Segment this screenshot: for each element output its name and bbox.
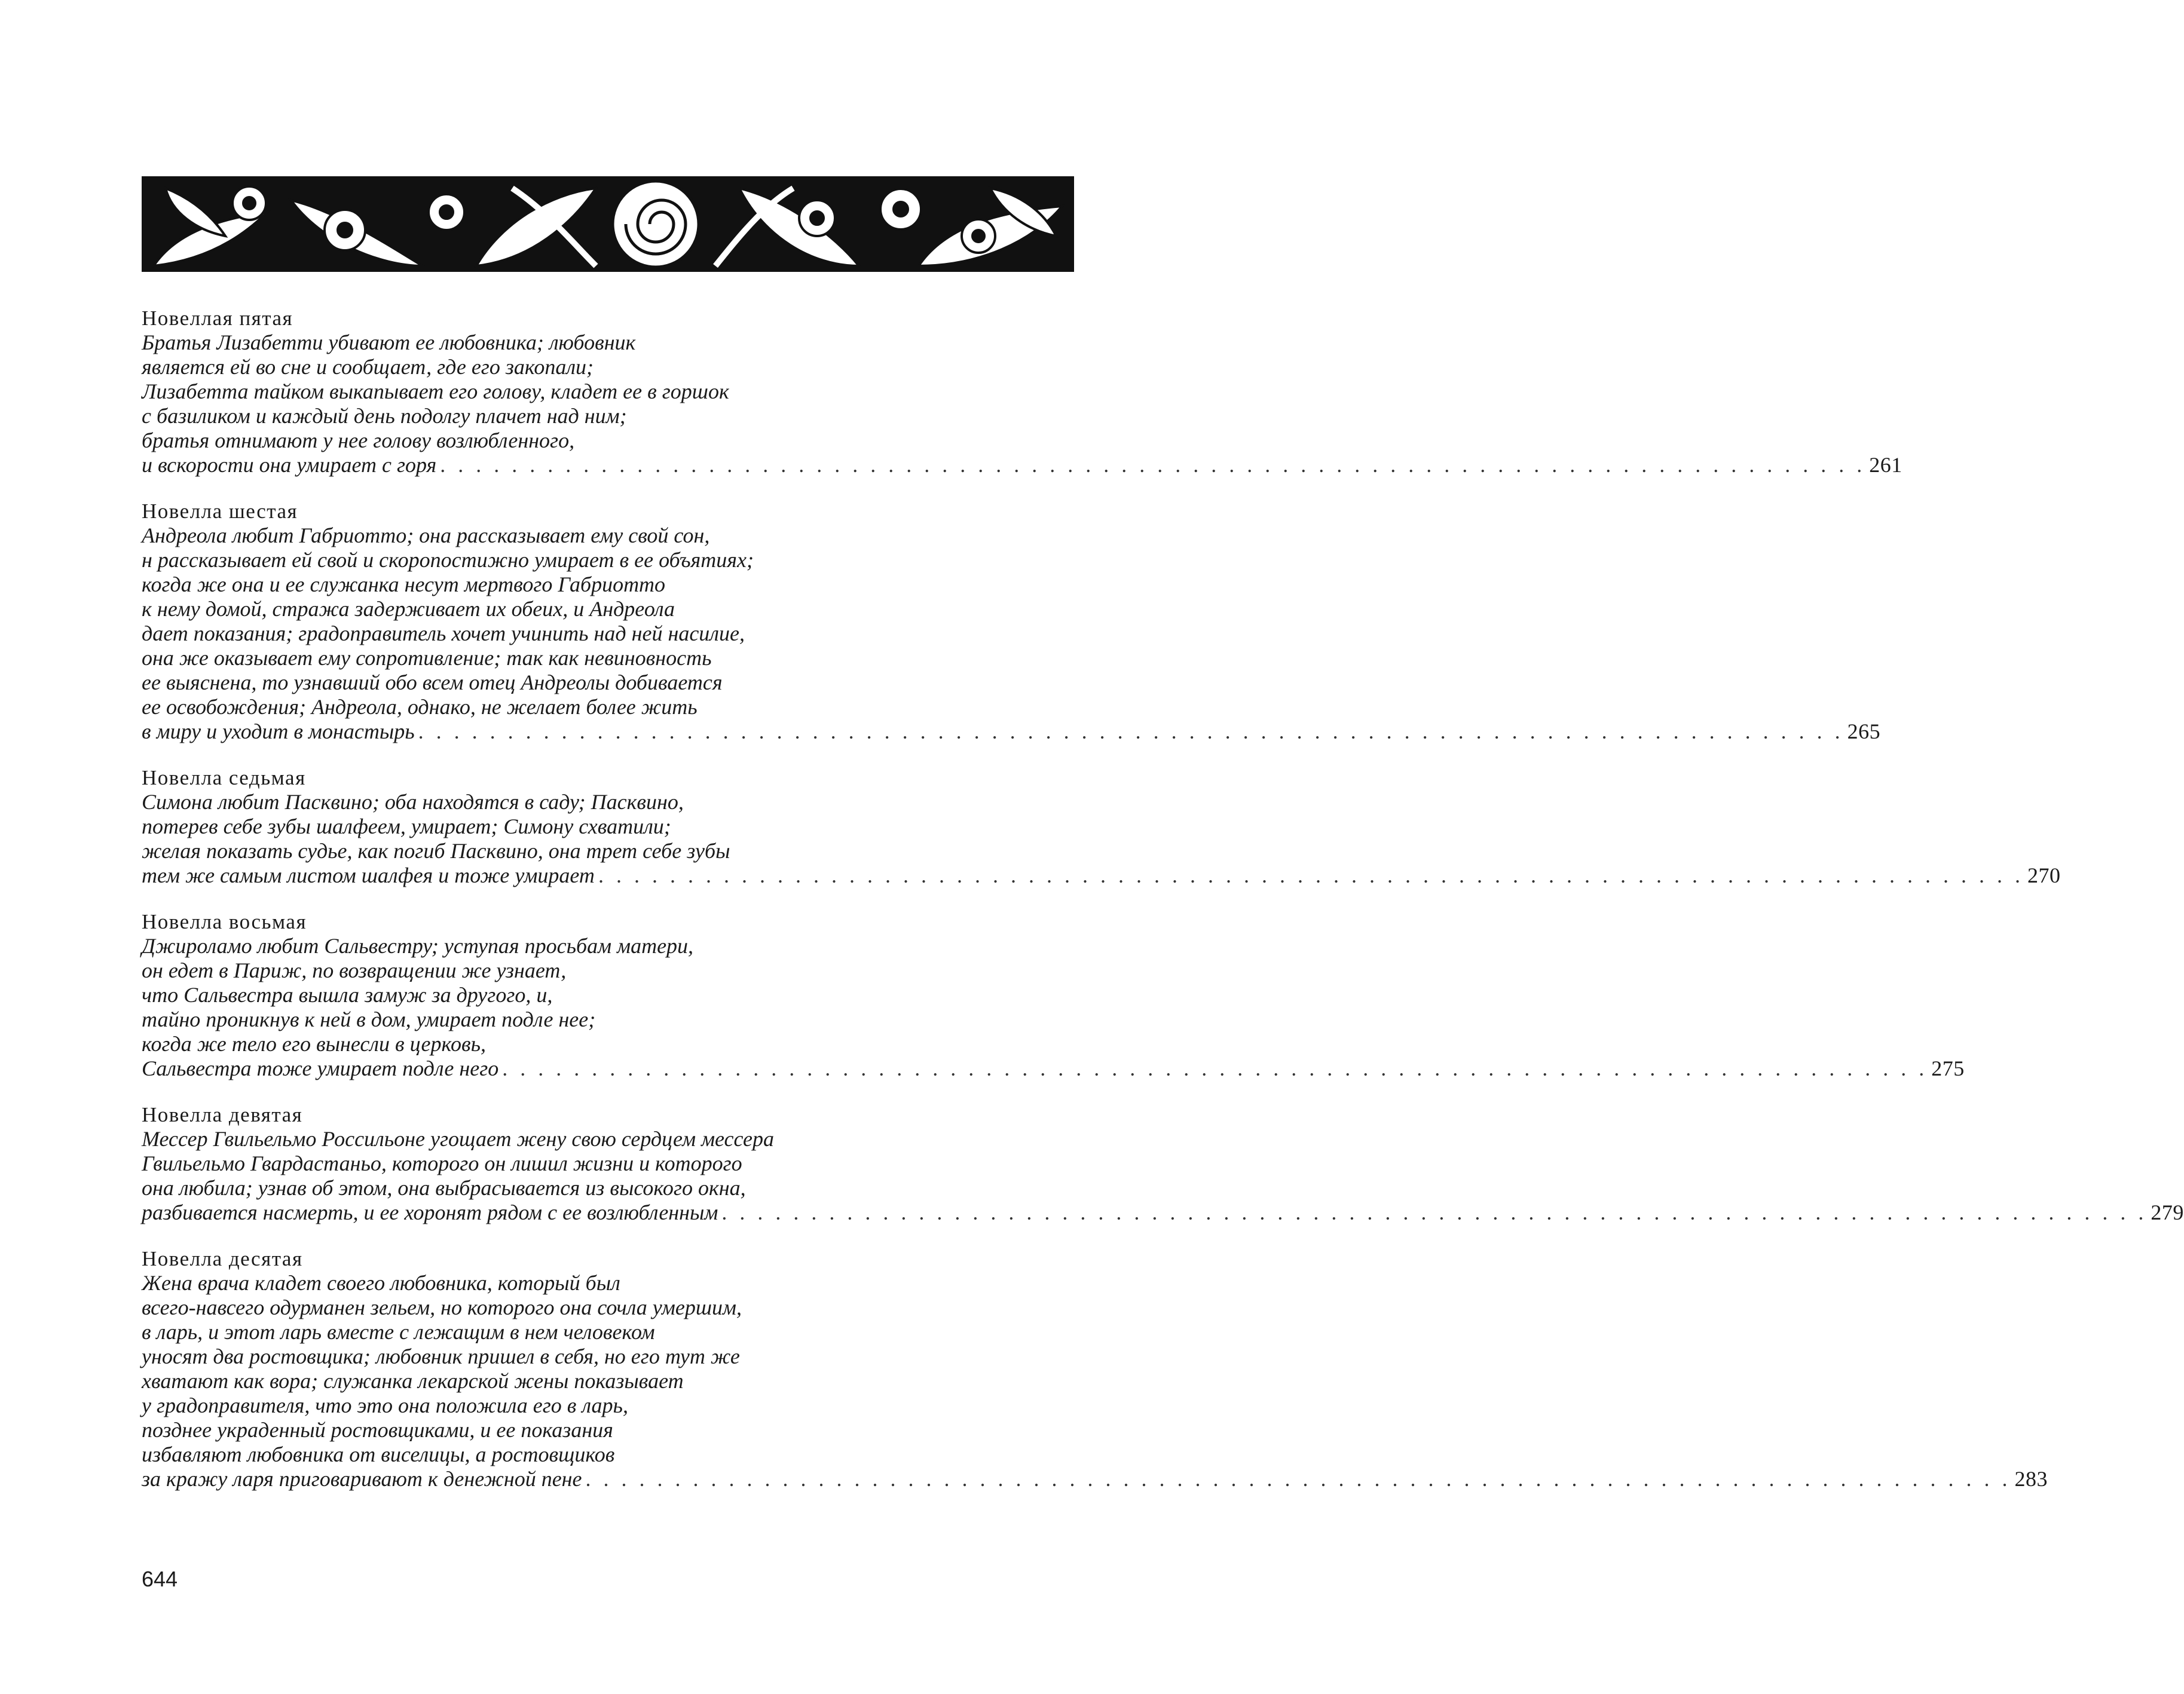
entry-summary-line: когда же она и ее служанка несут мертвого Габриотто <box>142 572 666 596</box>
entry-summary-line: к нему домой, стража задерживает их обеих, и Андреола <box>142 597 675 621</box>
entry-summary-line: потерев себе зубы шалфеем, умирает; Симону схватили; <box>142 814 671 838</box>
page-number: 275 <box>1931 1056 1965 1080</box>
entry-summary-line: братья отнимают у нее голову возлюбленного, <box>142 428 575 452</box>
entry-last-line <box>142 1467 2048 1491</box>
entry-summary-line: он едет в Париж, по возвращении же узнает, <box>142 958 567 982</box>
toc-entry <box>142 307 1902 477</box>
dot-leader: . . . . . . . . . . . . . . . . . . . . . . . . . . . . . . . . . . . . . . . . . . . . . . . . . . . . . . . . . . . . . . . . . . . . . . . . . . . . . . . . <box>585 1467 2011 1491</box>
entry-summary-line: всего-навсего одурманен зельем, но которого она сочла умершим, <box>142 1295 742 1319</box>
entry-title: Новелла девятая <box>142 1103 303 1126</box>
entry-summary-line: с базиликом и каждый день подолгу плачет над ним; <box>142 404 627 428</box>
entry-summary-line: она же оказывает ему сопротивление; так как невиновность <box>142 646 712 670</box>
entry-last-line <box>142 1056 1965 1081</box>
entry-summary-line: когда же тело его вынесли в церковь, <box>142 1032 486 1056</box>
entry-last-line <box>142 719 1881 744</box>
table-of-contents <box>142 307 2184 1514</box>
dot-leader: . . . . . . . . . . . . . . . . . . . . . . . . . . . . . . . . . . . . . . . . . . . . . . . . . . . . . . . . . . . . . . . . . . . . . . . . . . . . . . . . <box>598 863 2024 887</box>
entry-summary-line: разбивается насмерть, и ее хоронят рядом с ее возлюбленным <box>142 1200 718 1224</box>
toc-entry <box>142 1247 2048 1491</box>
entry-summary-line: что Сальвестра вышла замуж за другого, и, <box>142 983 553 1007</box>
entry-summary-line: желая показать судье, как погиб Пасквино, она трет себе зубы <box>142 839 730 863</box>
page-number: 279 <box>2151 1200 2184 1224</box>
entry-summary-line: Гвильельмо Гвардастаньо, которого он лишил жизни и которого <box>142 1151 742 1175</box>
entry-summary-line: Мессер Гвильельмо Россильоне угощает жену свою сердцем мессера <box>142 1127 775 1151</box>
entry-summary-line: н рассказывает ей свой и скоропостижно умирает в ее объятиях; <box>142 548 754 572</box>
entry-summary-line: дает показания; градоправитель хочет учинить над ней насилие, <box>142 621 745 645</box>
dot-leader: . . . . . . . . . . . . . . . . . . . . . . . . . . . . . . . . . . . . . . . . . . . . . . . . . . . . . . . . . . . . . . . . . . . . . . . . . . . . . . . . <box>721 1200 2148 1224</box>
entry-summary-line: тем же самым листом шалфея и тоже умирает <box>142 863 595 887</box>
entry-summary-line: избавляют любовника от виселицы, а ростовщиков <box>142 1442 615 1466</box>
page-folio-number: 644 <box>142 1567 178 1591</box>
entry-summary-line: и вскорости она умирает с горя <box>142 453 437 477</box>
entry-title: Новелла седьмая <box>142 766 306 789</box>
entry-summary-line: Жена врача кладет своего любовника, который был <box>142 1271 620 1295</box>
entry-summary-line: является ей во сне и сообщает, где его закопали; <box>142 355 594 379</box>
entry-last-line <box>142 1200 2184 1225</box>
page-number: 270 <box>2027 863 2061 887</box>
dot-leader: . . . . . . . . . . . . . . . . . . . . . . . . . . . . . . . . . . . . . . . . . . . . . . . . . . . . . . . . . . . . . . . . . . . . . . . . . . . . . . . . <box>440 453 1866 477</box>
toc-entry <box>142 1103 2184 1225</box>
entry-summary-line: ее освобождения; Андреола, однако, не желает более жить <box>142 695 698 719</box>
dot-leader: . . . . . . . . . . . . . . . . . . . . . . . . . . . . . . . . . . . . . . . . . . . . . . . . . . . . . . . . . . . . . . . . . . . . . . . . . . . . . . . . <box>418 719 1844 743</box>
entry-title: Новелла шестая <box>142 500 298 523</box>
page-number: 265 <box>1847 719 1881 743</box>
entry-summary-line: хватают как вора; служанка лекарской жены показывает <box>142 1369 684 1393</box>
entry-last-line <box>142 863 2061 888</box>
entry-summary-line: Андреола любит Габриотто; она рассказывает ему свой сон, <box>142 523 710 547</box>
toc-entry <box>142 766 2061 888</box>
dot-leader: . . . . . . . . . . . . . . . . . . . . . . . . . . . . . . . . . . . . . . . . . . . . . . . . . . . . . . . . . . . . . . . . . . . . . . . . . . . . . . . . <box>502 1056 1928 1080</box>
toc-entry <box>142 500 1881 744</box>
entry-last-line <box>142 453 1902 477</box>
entry-title: Новеллая пятая <box>142 307 293 330</box>
entry-summary-line: Джироламо любит Сальвестру; уступая просьбам матери, <box>142 934 694 958</box>
entry-summary-line: у градоправителя, что это она положила его в ларь, <box>142 1393 628 1417</box>
entry-summary-line: Сальвестра тоже умирает подле него <box>142 1056 499 1080</box>
entry-summary-line: позднее украденный ростовщиками, и ее показания <box>142 1418 613 1442</box>
entry-summary-line: тайно проникнув к ней в дом, умирает подле нее; <box>142 1007 596 1031</box>
floral-ornament-icon <box>142 176 1074 272</box>
entry-summary-line: в ларь, и этот ларь вместе с лежащим в нем человеком <box>142 1320 655 1344</box>
entry-summary-line: она любила; узнав об этом, она выбрасывается из высокого окна, <box>142 1176 746 1200</box>
entry-summary-line: уносят два ростовщика; любовник пришел в себя, но его тут же <box>142 1344 740 1368</box>
page-number: 283 <box>2014 1467 2048 1491</box>
entry-title: Новелла десятая <box>142 1247 303 1270</box>
entry-summary-line: за кражу ларя приговаривают к денежной пене <box>142 1467 582 1491</box>
entry-summary-line: в миру и уходит в монастырь <box>142 719 415 743</box>
entry-summary-line: Лизабетта тайком выкапывает его голову, кладет ее в горшок <box>142 379 729 403</box>
entry-summary-line: Братья Лизабетти убивают ее любовника; любовник <box>142 330 636 354</box>
entry-summary-line: Симона любит Пасквино; оба находятся в саду; Пасквино, <box>142 790 684 814</box>
entry-summary-line: ее выяснена, то узнавший обо всем отец Андреолы добивается <box>142 670 723 694</box>
entry-title: Новелла восьмая <box>142 910 307 933</box>
toc-entry <box>142 910 1965 1081</box>
page-number: 261 <box>1869 453 1902 477</box>
